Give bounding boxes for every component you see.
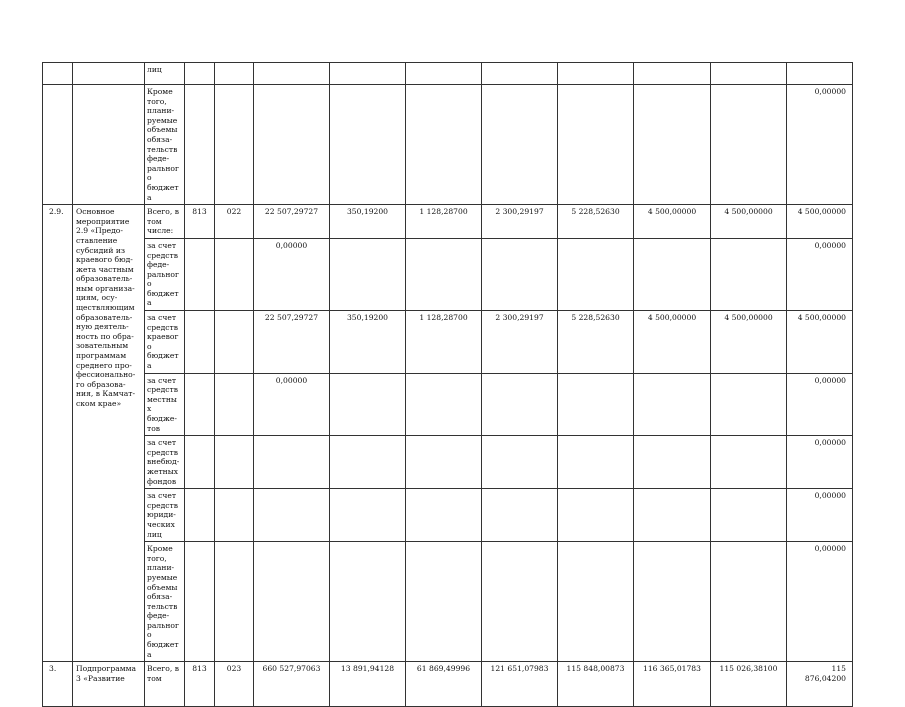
- value-cell: 5 228,52630: [558, 311, 634, 374]
- budget-table: [42, 62, 853, 707]
- value-cell: 660 527,97063: [254, 662, 330, 707]
- row-number-cell: [43, 63, 73, 85]
- value-cell: 0,00000: [787, 489, 853, 542]
- row-number: 2.9.: [43, 205, 73, 662]
- table-row: [43, 489, 853, 542]
- value-cell: 13 891,94128: [330, 662, 406, 707]
- source-label: за счет средств юриди- ческих лиц: [145, 489, 185, 542]
- source-label: за счет средств краевого бюджета: [145, 311, 185, 374]
- table-row: [43, 205, 853, 239]
- source-label: лиц: [145, 63, 185, 85]
- value-cell: 2 300,29197: [482, 311, 558, 374]
- code-cell: 813: [185, 662, 215, 707]
- table-row: [43, 662, 853, 707]
- source-label: Всего, в том числе:: [145, 205, 185, 239]
- code-cell: 022: [215, 205, 254, 239]
- value-cell: 22 507,29727: [254, 205, 330, 239]
- value-cell: 22 507,29727: [254, 311, 330, 374]
- value-cell: 2 300,29197: [482, 205, 558, 239]
- value-cell: 115 026,38100: [711, 662, 787, 707]
- value-cell: 0,00000: [787, 85, 853, 205]
- value-cell: 4 500,00000: [634, 205, 711, 239]
- table-row: [43, 238, 853, 310]
- budget-table-wrap: [42, 62, 852, 707]
- value-cell: 0,00000: [787, 373, 853, 436]
- value-cell: 4 500,00000: [634, 311, 711, 374]
- value-cell: 0,00000: [787, 436, 853, 489]
- value-cell: 350,19200: [330, 311, 406, 374]
- value-cell: 116 365,01783: [634, 662, 711, 707]
- value-cell: 115 876,04200: [787, 662, 853, 707]
- table-row: [43, 85, 853, 205]
- value-cell: 115 848,00873: [558, 662, 634, 707]
- value-cell: 4 500,00000: [711, 205, 787, 239]
- code-cell: 023: [215, 662, 254, 707]
- table-row: [43, 542, 853, 662]
- value-cell: 5 228,52630: [558, 205, 634, 239]
- value-cell: 0,00000: [254, 373, 330, 436]
- value-cell: 4 500,00000: [711, 311, 787, 374]
- table-row: [43, 373, 853, 436]
- source-label: за счет средств внебюд- жетных фондов: [145, 436, 185, 489]
- value-cell: 0,00000: [787, 542, 853, 662]
- value-cell: 4 500,00000: [787, 205, 853, 239]
- value-cell: 121 651,07983: [482, 662, 558, 707]
- table-row: [43, 311, 853, 374]
- row-number: 3.: [43, 662, 73, 707]
- value-cell: 0,00000: [787, 238, 853, 310]
- value-cell: 1 128,28700: [406, 311, 482, 374]
- table-row: [43, 436, 853, 489]
- value-cell: 350,19200: [330, 205, 406, 239]
- table-row: [43, 63, 853, 85]
- value-cell: 61 869,49996: [406, 662, 482, 707]
- row-name-cell: [73, 63, 145, 85]
- source-label: Всего, в том: [145, 662, 185, 707]
- source-label: за счет средств феде- рального бюджета: [145, 238, 185, 310]
- value-cell: 0,00000: [254, 238, 330, 310]
- source-label: Кроме того, плани- руемые объемы обяза- тельств феде- рального бюджета: [145, 542, 185, 662]
- value-cell: 1 128,28700: [406, 205, 482, 239]
- source-label: за счет средств местных бюдже- тов: [145, 373, 185, 436]
- source-label: Кроме того, плани- руемые объемы обяза- тельств феде- рального бюджета: [145, 85, 185, 205]
- value-cell: 4 500,00000: [787, 311, 853, 374]
- row-name: Основное мероприятие 2.9 «Предо- ставление субсидий из краевого бюд- жета частным образователь- ным организа- циям, осу- ществляющим образователь- ную деятель- ность по обра- зовательным программам среднего про- фессионально- го образова- ния, в Камчат- ском крае»: [73, 205, 145, 662]
- row-name: Подпрограмма 3 «Развитие: [73, 662, 145, 707]
- code-cell: 813: [185, 205, 215, 239]
